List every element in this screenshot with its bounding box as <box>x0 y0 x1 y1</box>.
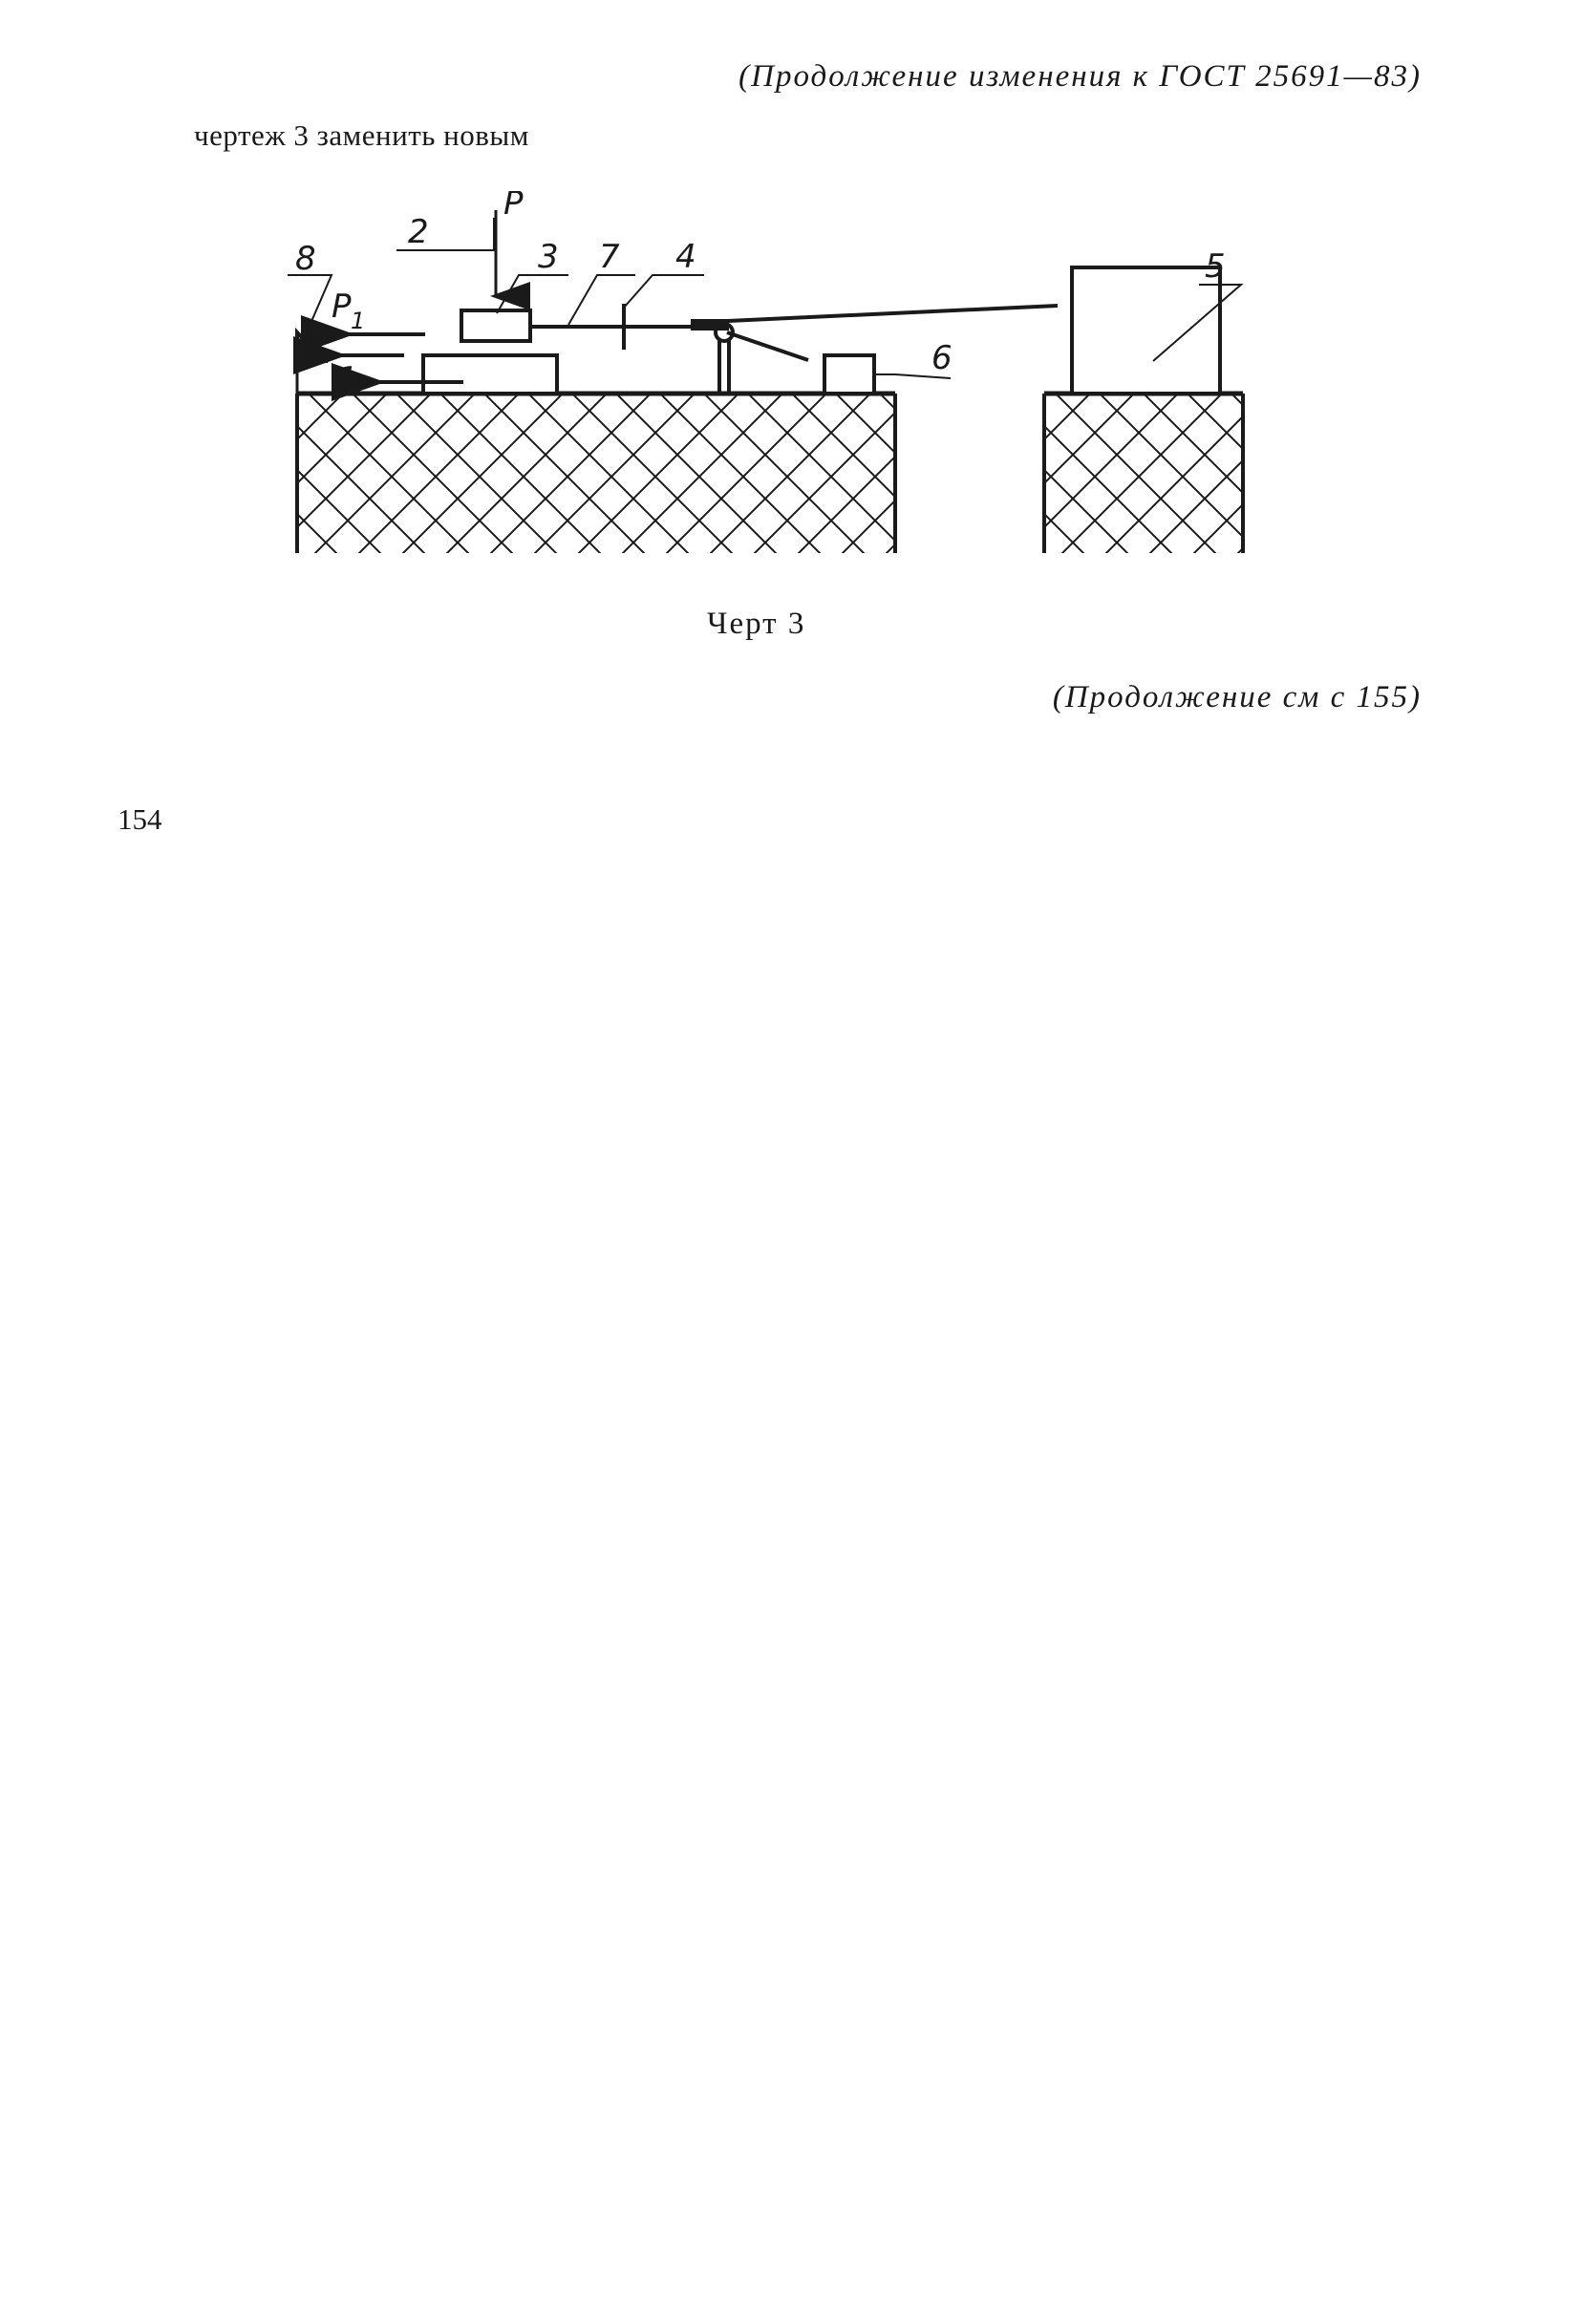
label-7: 7 <box>599 238 620 276</box>
slider-block-3 <box>461 310 530 341</box>
technical-drawing <box>282 191 1275 573</box>
label-6: 6 <box>931 339 953 377</box>
lever-head <box>691 319 729 330</box>
lever-arm <box>727 306 1058 321</box>
label-force-p: P <box>503 191 524 223</box>
figure-caption: Черт 3 <box>707 607 806 641</box>
label-force-p1-subscript: 1 <box>351 308 366 334</box>
label-8: 8 <box>295 240 316 278</box>
label-1: 1 <box>337 360 358 398</box>
specimen-plate-1 <box>423 355 557 394</box>
page-number: 154 <box>118 802 162 836</box>
intro-text: чертеж 3 заменить новым <box>194 118 529 152</box>
label-2: 2 <box>408 213 429 251</box>
footer-continuation-note: (Продолжение см с 155) <box>1052 680 1422 714</box>
wedge-stop-8 <box>297 332 324 361</box>
stop-block-6 <box>824 355 874 394</box>
header-continuation-note: (Продолжение изменения к ГОСТ 25691—83) <box>738 59 1422 94</box>
label-3: 3 <box>538 238 559 276</box>
label-4: 4 <box>675 238 696 276</box>
label-5: 5 <box>1205 247 1226 286</box>
lever-short <box>727 332 808 360</box>
instrument-block-5 <box>1072 267 1220 394</box>
right-base-block <box>1044 394 1243 553</box>
left-base-block <box>297 365 895 553</box>
label-force-p1: P <box>332 288 352 326</box>
